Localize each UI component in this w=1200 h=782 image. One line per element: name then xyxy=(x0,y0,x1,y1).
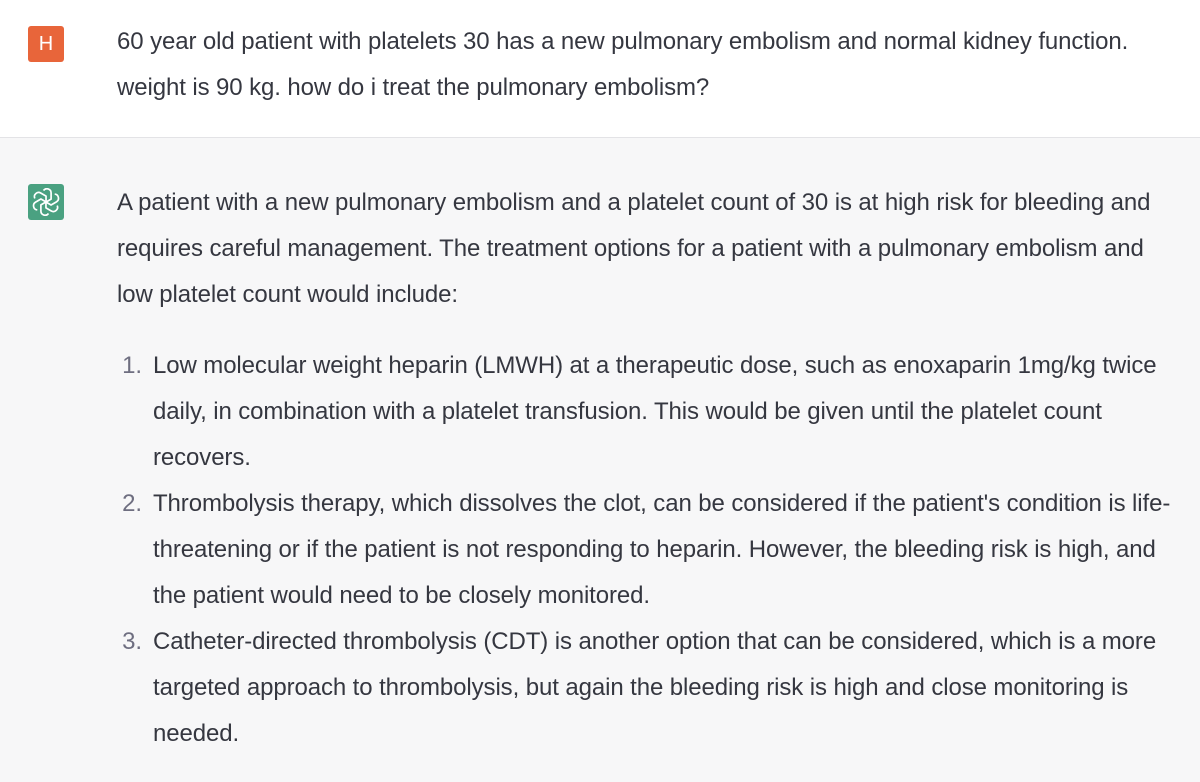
assistant-intro: A patient with a new pulmonary embolism and a platelet count of 30 is at high risk for bleeding and requires careful management. The treatment options for a patient with a pulmonary embolism and low platelet count would include: xyxy=(117,189,1151,308)
list-item-text: Thrombolysis therapy, which dissolves the clot, can be considered if the patient's condition is life-threatening or if the patient is not responding to heparin. However, the bleeding risk is high, and the patient would need to be closely monitored. xyxy=(153,490,1171,609)
user-message-text: 60 year old patient with platelets 30 has a new pulmonary embolism and normal kidney function. weight is 90 kg. how do i treat the pulmonary embolism? xyxy=(117,28,1129,101)
list-item xyxy=(117,343,1180,481)
assistant-avatar xyxy=(28,184,64,220)
list-item-number: 2. xyxy=(122,490,142,517)
list-item-number: 1. xyxy=(122,352,142,379)
assistant-message xyxy=(0,138,1200,782)
user-avatar-letter: H xyxy=(38,32,54,55)
list-item-text: Catheter-directed thrombolysis (CDT) is another option that can be considered, which is a more targeted approach to thrombolysis, but again the bleeding risk is high and close monitoring is needed. xyxy=(153,628,1157,747)
list-item-number: 3. xyxy=(122,628,142,655)
user-message xyxy=(0,0,1200,138)
list-item-text: Low molecular weight heparin (LMWH) at a therapeutic dose, such as enoxaparin 1mg/kg twice daily, in combination with a platelet transfusion. This would be given until the platelet count recovers. xyxy=(153,352,1157,471)
user-avatar xyxy=(28,26,64,62)
assistant-message-text xyxy=(117,180,1180,757)
openai-logo-icon xyxy=(32,188,60,216)
treatment-list xyxy=(117,343,1180,757)
list-item xyxy=(117,481,1180,619)
list-item xyxy=(117,619,1180,757)
